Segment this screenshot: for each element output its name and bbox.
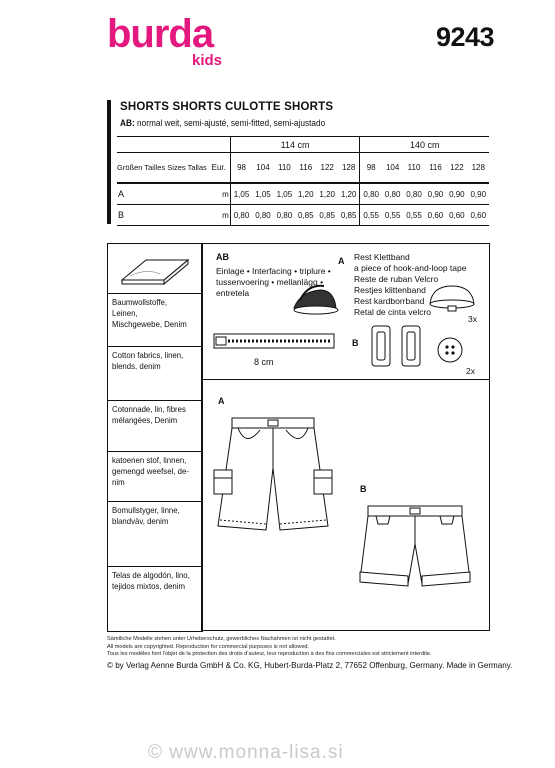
eur-label: Eur. <box>208 153 231 184</box>
iron-icon <box>290 280 340 316</box>
width-140-header: 140 cm <box>360 137 489 153</box>
velcro-line-5: Rest kardborrband <box>354 296 425 306</box>
value-cell: 1,20 <box>338 183 360 205</box>
size-cell: 128 <box>468 153 489 184</box>
value-cell: 0,80 <box>230 205 252 226</box>
snap-quantity: 3x <box>468 314 477 324</box>
size-cell: 116 <box>425 153 446 184</box>
notions-b-label: B <box>352 338 359 348</box>
value-cell: 0,80 <box>360 183 382 205</box>
value-cell: 1,20 <box>317 183 338 205</box>
value-cell: 0,90 <box>468 183 489 205</box>
buckle-icon <box>368 322 428 370</box>
view-b-shorts-drawing <box>352 500 478 596</box>
pattern-title: SHORTS SHORTS CULOTTE SHORTS <box>120 101 334 113</box>
velcro-line-6: Retal de cinta velcro <box>354 307 432 317</box>
fabric-panel <box>107 243 203 632</box>
value-cell: 0,60 <box>425 205 446 226</box>
width-114-header: 114 cm <box>230 137 360 153</box>
velcro-line-2: a piece of hook-and-loop tape <box>354 263 467 273</box>
button-quantity: 2x <box>466 366 475 376</box>
copyright-line: © by Verlag Aenne Burda GmbH & Co. KG, Hubert-Burda-Platz 2, 77652 Offenburg, Germany. Made in Germany. <box>107 660 513 670</box>
legal-line-en: All models are copyrighted. Reproduction for commercial purposes is not allowed. <box>107 643 310 650</box>
size-cell: 98 <box>230 153 252 184</box>
size-cell: 104 <box>382 153 403 184</box>
notions-a-label: A <box>338 256 345 266</box>
velcro-line-1: Rest Klettband <box>354 252 410 262</box>
notions-ab-label: AB <box>216 252 229 262</box>
snap-fastener-icon <box>424 282 480 312</box>
row-label: A <box>117 183 208 205</box>
value-cell: 1,05 <box>274 183 295 205</box>
velcro-line-3: Reste de ruban Velcro <box>354 274 439 284</box>
value-cell: 0,60 <box>446 205 467 226</box>
value-cell: 1,05 <box>230 183 252 205</box>
table-row <box>117 183 489 205</box>
value-cell: 0,85 <box>338 205 360 226</box>
size-cell: 122 <box>446 153 467 184</box>
zip-length: 8 cm <box>254 357 274 367</box>
button-icon <box>436 336 464 364</box>
yardage-table <box>117 136 489 226</box>
pattern-number: 9243 <box>436 22 495 52</box>
size-cell: 110 <box>274 153 295 184</box>
legal-line-fr: Tous les modèles font l'objet de la protection des droits d'auteur, leur reproduction à des fins commerciales est strictement interdite. <box>107 651 432 658</box>
fit-description: AB: normal weit, semi-ajusté, semi-fitted, semi-ajustado <box>120 118 326 128</box>
fabric-text-fr: Cotonnade, lin, fibres mélangées, Denim <box>112 404 186 425</box>
value-cell: 1,05 <box>252 183 273 205</box>
view-b-label: B <box>360 484 367 494</box>
section-bar <box>107 100 111 224</box>
interfacing-line-1: Einlage • Interfacing • triplure • <box>216 266 331 276</box>
value-cell: 0,55 <box>382 205 403 226</box>
value-cell: 0,80 <box>274 205 295 226</box>
unit-cell: m <box>208 183 231 205</box>
value-cell: 0,55 <box>360 205 382 226</box>
fabric-text-de: Baumwollstoffe, Leinen, Mischgewebe, Denim <box>112 297 187 329</box>
row-label: B <box>117 205 208 226</box>
value-cell: 0,85 <box>295 205 316 226</box>
fabric-text-nl: katoenen stof, linnen, gemengd weefsel, de- nim <box>112 455 189 487</box>
fabric-text-sv: Bomullstyger, linne, blandväv, denim <box>112 505 180 526</box>
size-cell: 98 <box>360 153 382 184</box>
burda-logo: burda <box>107 12 214 56</box>
views-panel <box>201 378 490 631</box>
zipper-icon <box>210 328 340 356</box>
fabric-swatch-icon <box>116 254 196 288</box>
value-cell: 0,80 <box>382 183 403 205</box>
size-cell: 128 <box>338 153 360 184</box>
legal-notice <box>107 636 432 659</box>
value-cell: 0,90 <box>425 183 446 205</box>
watermark: © www.monna-lisa.si <box>148 742 344 763</box>
unit-cell: m <box>208 205 231 226</box>
view-a-label: A <box>218 396 225 406</box>
value-cell: 0,80 <box>403 183 424 205</box>
value-cell: 1,20 <box>295 183 316 205</box>
size-cell: 104 <box>252 153 273 184</box>
sizes-label: Größen Tailles Sizes Tallas <box>117 153 208 184</box>
value-cell: 0,80 <box>252 205 273 226</box>
table-row <box>117 205 489 226</box>
size-cell: 122 <box>317 153 338 184</box>
interfacing-line-2: tussenvoering • mellanlägg • <box>216 277 324 287</box>
velcro-line-4: Restjes klittenband <box>354 285 426 295</box>
size-cell: 116 <box>295 153 316 184</box>
value-cell: 0,55 <box>403 205 424 226</box>
interfacing-line-3: entretela <box>216 288 250 298</box>
notions-panel <box>201 243 490 380</box>
value-cell: 0,90 <box>446 183 467 205</box>
legal-line-de: Sämtliche Modelle stehen unter Urheberschutz, gewerbliches Nachahmen ist nicht gestattet. <box>107 636 336 642</box>
size-cell: 110 <box>403 153 424 184</box>
view-a-cargo-shorts-drawing <box>210 408 336 540</box>
fabric-text-en: Cotton fabrics, linen, blends, denim <box>112 350 184 371</box>
fabric-text-es: Telas de algodón, lino, tejidos mixtos, denim <box>112 570 190 591</box>
value-cell: 0,85 <box>317 205 338 226</box>
kids-logo-text: kids <box>192 52 223 69</box>
value-cell: 0,60 <box>468 205 489 226</box>
